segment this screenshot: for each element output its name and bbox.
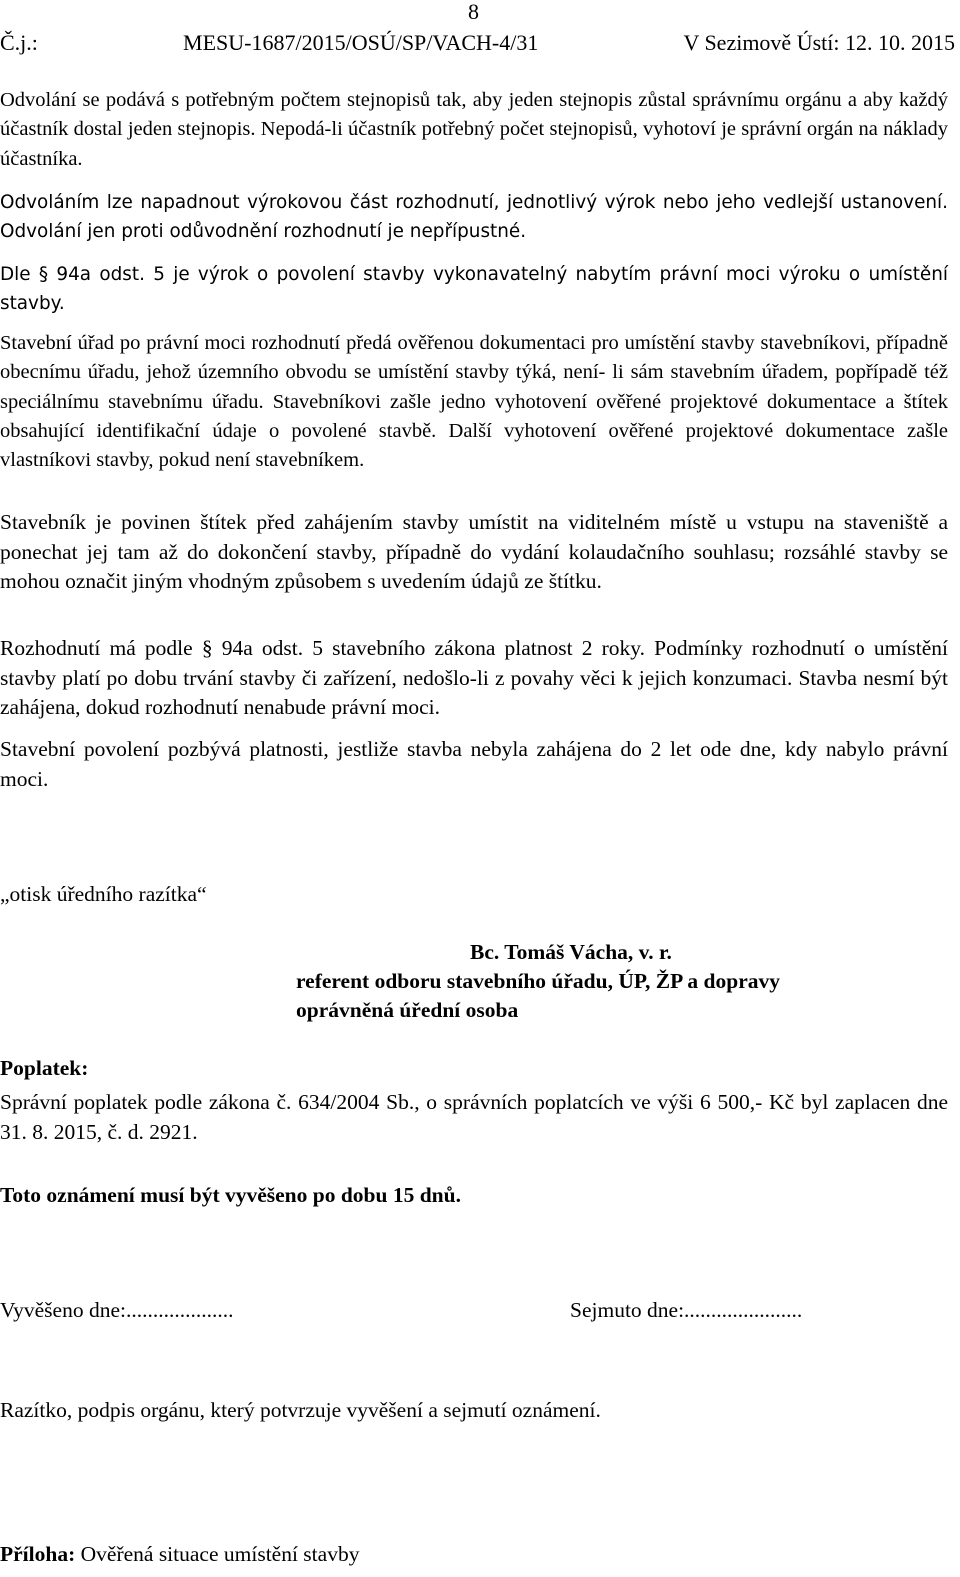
site-sign-paragraph: Stavebník je povinen štítek před zahájením stavby umístit na viditelném místě u vstupu na staveniště a ponechat jej tam až do dokončení stavby, případně do vydání kolaudačního souhlasu; rozsáhlé stavby se mohou označit jiným vhodným způsobem s uvedením údajů ze štítku. bbox=[0, 510, 948, 593]
enforceability-paragraph: Dle § 94a odst. 5 je výrok o povolení stavby vykonavatelný nabytím právní moci výroku o umístění stavby. bbox=[0, 264, 948, 314]
reference-label: Č.j.: bbox=[0, 30, 38, 55]
permit-expiry-paragraph: Stavební povolení pozbývá platnosti, jestliže stavba nebyla zahájena do 2 let ode dne, kdy nabylo právní moci. bbox=[0, 737, 948, 791]
signatory-role: referent odboru stavebního úřadu, ÚP, ŽP a dopravy bbox=[296, 969, 781, 993]
fee-paragraph: Správní poplatek podle zákona č. 634/2004 Sb., o správních poplatcích ve výši 6 500,- Kč byl zaplacen dne 31. 8. 2015, č. d. 2921. bbox=[0, 1090, 948, 1144]
validity-paragraph: Rozhodnutí má podle § 94a odst. 5 stavebního zákona platnost 2 roky. Podmínky rozhodnutí o umístění stavby platí po dobu trvání stavby či zařízení, nedošlo-li z povahy věci k jejich konzumaci. Stavba nesmí být zahájena, dokud rozhodnutí nenabude právní moci. bbox=[0, 636, 948, 719]
attachment-label: Příloha: bbox=[0, 1542, 76, 1566]
appeal-scope-paragraph: Odvoláním lze napadnout výrokovou část rozhodnutí, jednotlivý výrok nebo jeho vedlejší ustanovení. Odvolání jen proti odůvodnění rozhodnutí je nepřípustné. bbox=[0, 192, 948, 242]
place-and-date: V Sezimově Ústí: 12. 10. 2015 bbox=[683, 30, 955, 55]
fee-heading: Poplatek: bbox=[0, 1056, 89, 1080]
removed-date-field: Sejmuto dne:...................... bbox=[570, 1298, 803, 1322]
appeal-copies-paragraph: Odvolání se podává s potřebným počtem stejnopisů tak, aby jeden stejnopis zůstal správnímu orgánu a aby každý účastník dostal jeden stejnopis. Nepodá-li účastník potřebný počet stejnopisů, vyhotoví je správní orgán na náklady účastníka. bbox=[0, 89, 948, 170]
posted-date-field: Vyvěšeno dne:.................... bbox=[0, 1298, 234, 1322]
posting-notice: Toto oznámení musí být vyvěšeno po dobu 15 dnů. bbox=[0, 1183, 461, 1207]
signatory-authority: oprávněná úřední osoba bbox=[296, 998, 519, 1022]
documentation-handover-paragraph: Stavební úřad po právní moci rozhodnutí předá ověřenou dokumentaci pro umístění stavby stavebníkovi, případně obecnímu úřadu, jehož územního obvodu se umístění stavby týká, není- li sám stavebním úřadem, popřípadě též speciálnímu stavebnímu úřadu. Stavebníkovi zašle jedno vyhotovení ověřené projektové dokumentace a štítek obsahující identifikační údaje o povolené stavbě. Další vyhotovení ověřené projektové dokumentace zašle vlastníkovi stavby, pokud není stavebníkem. bbox=[0, 332, 948, 472]
attachment-line bbox=[0, 1540, 359, 1568]
stamp-instruction: Razítko, podpis orgánu, který potvrzuje vyvěšení a sejmutí oznámení. bbox=[0, 1398, 601, 1422]
reference-number: MESU-1687/2015/OSÚ/SP/VACH-4/31 bbox=[183, 30, 539, 55]
attachment-text: Ověřená situace umístění stavby bbox=[80, 1542, 360, 1566]
signatory-name: Bc. Tomáš Vácha, v. r. bbox=[470, 940, 672, 964]
page-number: 8 bbox=[468, 0, 479, 24]
stamp-placeholder: „otisk úředního razítka“ bbox=[0, 882, 207, 906]
document-header bbox=[0, 30, 955, 56]
